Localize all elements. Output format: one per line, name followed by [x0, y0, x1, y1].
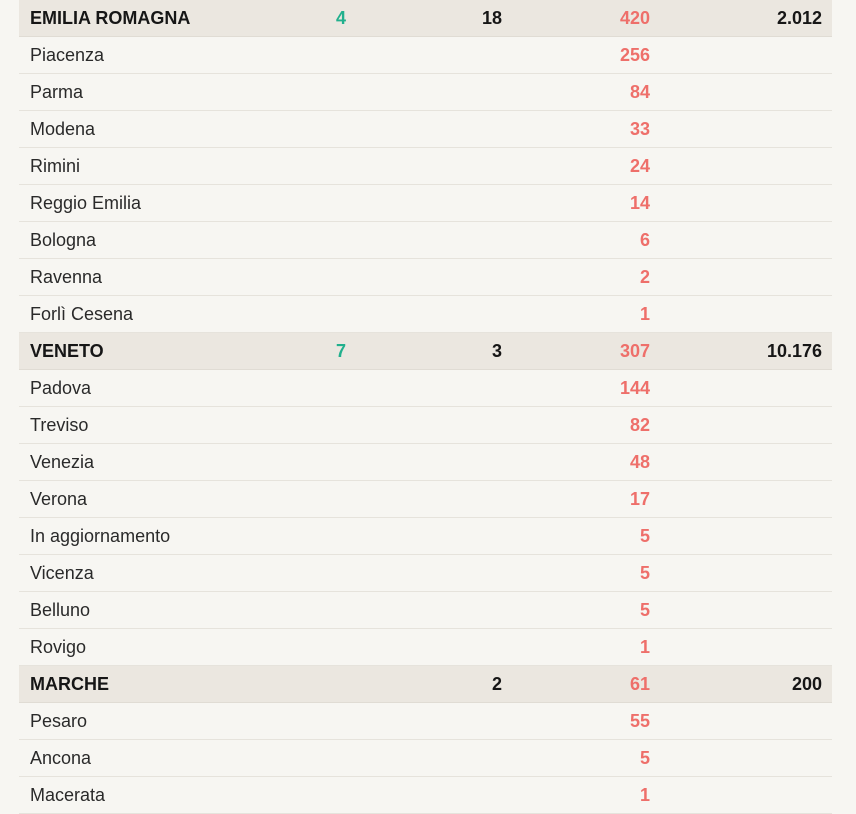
region-col-d: 10.176 — [766, 341, 822, 361]
province-name: Belluno — [30, 600, 91, 620]
region-row-emilia-romagna — [19, 0, 832, 37]
province-name: Treviso — [30, 415, 89, 435]
region-name: MARCHE — [30, 674, 109, 694]
province-value: 24 — [629, 156, 650, 176]
province-row — [19, 703, 832, 740]
province-value: 2 — [639, 267, 650, 287]
province-name: Rimini — [30, 156, 81, 176]
province-value: 17 — [629, 489, 650, 509]
province-row — [19, 74, 832, 111]
region-col-c: 420 — [619, 8, 650, 28]
province-value: 5 — [639, 600, 650, 620]
province-name: Macerata — [30, 785, 106, 805]
region-col-c: 307 — [619, 341, 650, 361]
province-row — [19, 148, 832, 185]
province-name: Rovigo — [30, 637, 87, 657]
region-col-b: 2 — [491, 674, 502, 694]
province-value: 82 — [629, 415, 650, 435]
province-row — [19, 629, 832, 666]
province-name: In aggiornamento — [30, 526, 171, 546]
province-row — [19, 407, 832, 444]
province-value: 33 — [629, 119, 650, 139]
province-value: 144 — [619, 378, 650, 398]
region-col-a: 7 — [335, 341, 346, 361]
province-name: Piacenza — [30, 45, 105, 65]
province-value: 5 — [639, 563, 650, 583]
province-name: Venezia — [30, 452, 95, 472]
province-row — [19, 259, 832, 296]
region-col-b: 3 — [491, 341, 502, 361]
region-row-marche — [19, 666, 832, 703]
province-value: 14 — [629, 193, 650, 213]
province-name: Ravenna — [30, 267, 103, 287]
province-row — [19, 111, 832, 148]
province-value: 1 — [639, 304, 650, 324]
region-col-d: 200 — [791, 674, 822, 694]
province-value: 84 — [629, 82, 650, 102]
region-col-a: 4 — [335, 8, 346, 28]
province-row — [19, 296, 832, 333]
province-row — [19, 444, 832, 481]
province-value: 256 — [619, 45, 650, 65]
province-row — [19, 592, 832, 629]
province-row — [19, 370, 832, 407]
province-row — [19, 555, 832, 592]
province-name: Vicenza — [30, 563, 94, 583]
region-name: VENETO — [30, 341, 104, 361]
province-name: Verona — [30, 489, 88, 509]
province-name: Ancona — [30, 748, 92, 768]
region-col-c: 61 — [629, 674, 650, 694]
province-value: 55 — [629, 711, 650, 731]
province-value: 48 — [629, 452, 650, 472]
province-value: 1 — [639, 637, 650, 657]
province-row — [19, 37, 832, 74]
province-name: Forlì Cesena — [30, 304, 134, 324]
province-row — [19, 481, 832, 518]
region-col-b: 18 — [481, 8, 502, 28]
province-name: Parma — [30, 82, 84, 102]
province-name: Modena — [30, 119, 96, 139]
province-row — [19, 740, 832, 777]
province-row — [19, 185, 832, 222]
province-value: 5 — [639, 748, 650, 768]
province-name: Pesaro — [30, 711, 88, 731]
province-name: Reggio Emilia — [30, 193, 142, 213]
region-row-veneto — [19, 333, 832, 370]
province-value: 6 — [639, 230, 650, 250]
province-value: 5 — [639, 526, 650, 546]
province-name: Bologna — [30, 230, 97, 250]
province-value: 1 — [639, 785, 650, 805]
province-row — [19, 777, 832, 814]
province-row — [19, 518, 832, 555]
province-name: Padova — [30, 378, 92, 398]
region-name: EMILIA ROMAGNA — [30, 8, 191, 28]
data-table — [19, 0, 832, 814]
province-row — [19, 222, 832, 259]
region-col-d: 2.012 — [776, 8, 822, 28]
